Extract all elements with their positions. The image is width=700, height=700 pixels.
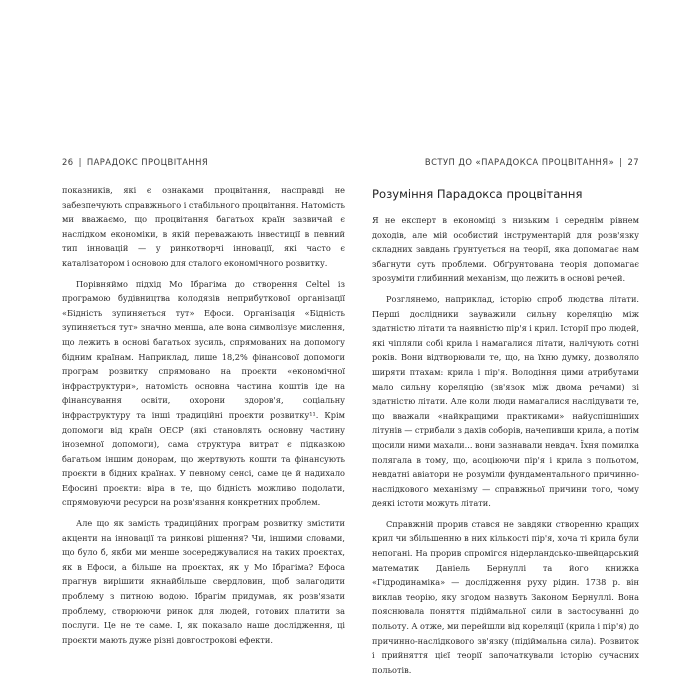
right-paragraph: Розглянемо, наприклад, історію спроб людства літати. Перші дослідники зауважили сильну кореляцію між здатністю літати та наявністю пір'я і крил. Історії про людей, які чіпляли собі крила і намагалися літати, налічують сотні років. Вони відтворювали те, що, на їхню думку, дозволяло ширяти птахам: крила і пір'я. Володіння цими атрибутами мало сильну кореляцію (зв'язок між двома речами) зі здатністю літати. Але коли люди намагалися наслідувати те, що вважали «найкращими практиками» найуспішніших літунів — стрибали з дахів соборів, начепивши крила, а потім щосили ними махали... вони зазнавали невдач. Їхня помилка полягала в тому, що, асоціюючи пір'я і крила з польотом, невдатні авіатори не розуміли фундаментального причинно-наслідкового механізму — справжньої причини того, чому деякі істоти можуть літати.	[372, 293, 639, 509]
left-paragraph: Порівняймо підхід Мо Ібрагіма до створення Celtel із програмою будівництва колодязів неприбуткової організації «Бідність зупиняється тут» Ефоси. Організація «Бідність зупиняється тут» значно менша, але вона символізує мислення, що лежить в основі багатьох зусиль, спрямованих на допомогу бідним країнам. Наприклад, лише 18,2% фінансової допомоги програм розвитку спрямовано на проєкти «економічної інфраструктури», натомість основна частина коштів іде на фінансування освіти, охорони здоров'я, соціальну інфраструктуру та інші традиційні проєкти розвитку¹¹. Крім допомоги від країн ОЕСР (які становлять основну частину іноземної допомоги), сама структура витрат є підказкою багатьом іншим донорам, що жертвують кошти та фінансують проєкти в бідних країнах. У певному сенсі, саме це й надихало Ефосині проєкти: віра в те, що бідність можливо подолати, спрямовуючи ресурси на розв'язання конкретних проблем.	[62, 278, 345, 508]
right-text-column	[372, 213, 639, 677]
left-running-title: ПАРАДОКС ПРОЦВІТАННЯ	[86, 157, 209, 167]
left-paragraph: Але що як замість традиційних програм розвитку змістити акценти на інновації та ринкові рішення? Чи, іншими словами, що було б, якби ми менше зосереджувалися на таких проєктах, як в Ефоси, а більше на проєктах, як у Мо Ібрагіма? Ефоса прагнув вирішити якнайбільше свердловин, щоб залагодити проблему з питною водою. Ібрагім придумав, як розв'язати проблему, створюючи ринок для людей, готових платити за послуги. Це не те саме. І, як показало наше дослідження, ці проєкти мають дуже різні довгострокові ефекти.	[62, 518, 345, 645]
right-paragraph: Я не експерт в економіці з низьким і середнім рівнем доходів, але мій особистий інструментарій для розв'язку складних завдань ґрунтується на теорії, яка допомагає нам збагнути суть проблеми. Обґрунтована теорія допомагає зрозуміти глибинний механізм, що лежить в основі речей.	[372, 215, 639, 284]
right-running-head	[372, 156, 639, 168]
left-paragraph: показників, які є ознаками процвітання, насправді не забезпечують справжнього і стабільного процвітання. Натомість ми вважаємо, що процвітання багатьох країн зазвичай є наслідком економіки, в якій переважають інвестиції в певний тип інновацій — у ринкотворчі інновації, які часто є каталізатором і основою для сталого економічного розвитку.	[62, 185, 345, 268]
left-page-number: 26	[62, 157, 74, 167]
right-running-title: ВСТУП ДО «ПАРАДОКСА ПРОЦВІТАННЯ»	[424, 157, 615, 167]
right-paragraph: Справжній прорив стався не завдяки створенню кращих крил чи збільшенню в них кількості пір'я, хоча ті крила були непогані. На прорив спромігся нідерландсько-швейцарський математик Даніель Бернуллі та його книжка «Гідродинаміка» — дослідження руху рідин. 1738 р. він виклав теорію, яку згодом назвуть Законом Бернуллі. Вона пояснювала поняття підіймальної сили в застосуванні до польоту. А отже, ми перейшли від кореляції (крила і пір'я) до причинно-наслідкового зв'язку (підіймальна сила). Розвиток і прийняття цієї теорії започаткували історію сучасних польотів.	[372, 518, 639, 675]
section-heading: Розуміння Парадокса процвітання	[372, 187, 583, 201]
right-running-head-separator: |	[619, 157, 623, 167]
left-page	[62, 156, 345, 647]
right-page-number: 27	[627, 157, 639, 167]
right-page	[372, 156, 639, 677]
left-running-head-separator: |	[78, 157, 82, 167]
left-running-head	[62, 156, 345, 168]
left-text-column	[62, 183, 345, 647]
